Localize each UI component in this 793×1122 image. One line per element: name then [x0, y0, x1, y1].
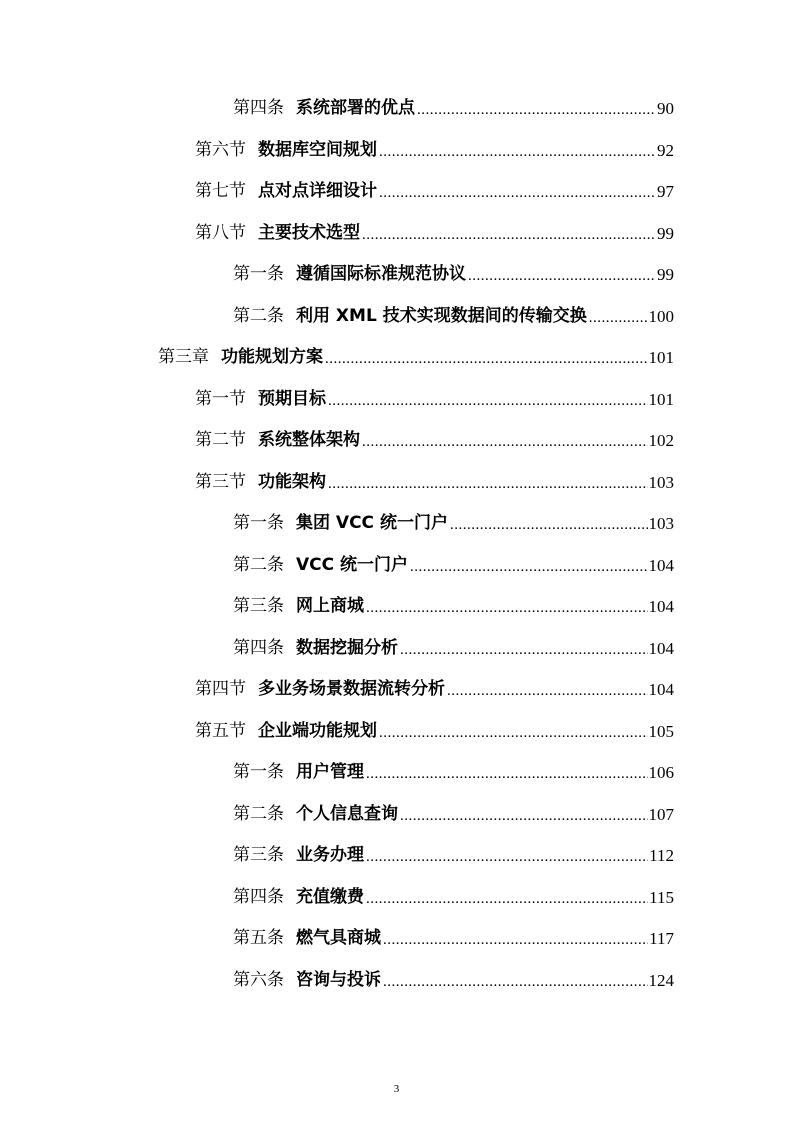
toc-entry[interactable]	[0, 794, 793, 836]
toc-entry-page: 103	[648, 514, 674, 533]
toc-entry[interactable]	[0, 877, 793, 919]
dot-leader	[366, 588, 648, 630]
toc-entry-prefix: 第三条	[233, 845, 284, 865]
dot-leader	[450, 505, 648, 547]
dot-leader	[379, 132, 656, 174]
toc-entry[interactable]	[0, 88, 793, 130]
toc-entry-page: 102	[648, 431, 674, 450]
toc-entry[interactable]	[0, 835, 793, 877]
toc-entry-prefix: 第二条	[233, 554, 284, 575]
dot-leader	[362, 422, 648, 464]
dot-leader	[366, 754, 648, 796]
table-of-contents	[0, 88, 793, 1001]
toc-entry-title: 集团 VCC 统一门户	[296, 513, 448, 533]
dot-leader	[366, 837, 648, 879]
toc-entry-title: 利用 XML 技术实现数据间的传输交换	[296, 305, 587, 326]
toc-entry[interactable]	[0, 628, 793, 670]
toc-entry-title: 充值缴费	[296, 886, 364, 907]
toc-entry-title: 点对点详细设计	[258, 181, 377, 201]
toc-entry[interactable]	[0, 213, 793, 255]
dot-leader	[589, 298, 648, 340]
toc-entry-prefix: 第七节	[195, 181, 246, 201]
toc-entry-page: 101	[648, 389, 674, 409]
toc-entry-prefix: 第四条	[233, 886, 284, 907]
toc-entry-page: 104	[648, 555, 674, 575]
toc-entry-title: 数据挖掘分析	[296, 637, 398, 658]
toc-entry-title: 主要技术选型	[258, 222, 360, 243]
toc-entry[interactable]	[0, 752, 793, 794]
toc-entry-prefix: 第四条	[233, 637, 284, 658]
dot-leader	[328, 464, 648, 506]
toc-entry-prefix: 第一条	[233, 264, 284, 284]
toc-entry[interactable]	[0, 960, 793, 1002]
toc-entry[interactable]	[0, 296, 793, 338]
dot-leader	[400, 630, 648, 672]
toc-entry-prefix: 第一条	[233, 762, 284, 782]
toc-entry-prefix: 第八节	[195, 222, 246, 243]
toc-entry-prefix: 第三章	[158, 347, 209, 367]
toc-entry-title: 网上商城	[296, 596, 364, 616]
toc-entry[interactable]	[0, 337, 793, 379]
page-number: 3	[393, 1083, 400, 1095]
toc-entry-page: 104	[648, 680, 674, 699]
toc-entry-title: 用户管理	[296, 762, 364, 782]
toc-entry-page: 105	[648, 721, 674, 741]
dot-leader	[417, 90, 656, 132]
dot-leader	[325, 339, 648, 381]
toc-entry[interactable]	[0, 379, 793, 421]
toc-entry-title: 数据库空间规划	[258, 139, 377, 160]
toc-entry-title: 遵循国际标准规范协议	[296, 264, 466, 284]
toc-entry-page: 106	[648, 763, 674, 782]
toc-entry[interactable]	[0, 171, 793, 213]
toc-entry-prefix: 第三条	[233, 596, 284, 616]
dot-leader	[383, 962, 648, 1004]
toc-entry-title: 企业端功能规划	[258, 720, 377, 741]
dot-leader	[468, 256, 656, 298]
toc-entry[interactable]	[0, 711, 793, 753]
dot-leader	[366, 879, 648, 921]
dot-leader	[328, 381, 648, 423]
toc-entry[interactable]	[0, 420, 793, 462]
toc-entry-title: 预期目标	[258, 388, 326, 409]
dot-leader	[362, 215, 656, 257]
toc-entry-title: 业务办理	[296, 845, 364, 865]
toc-entry-prefix: 第二节	[195, 430, 246, 450]
dot-leader	[383, 920, 648, 962]
toc-entry-page: 103	[648, 472, 674, 492]
toc-entry[interactable]	[0, 586, 793, 628]
dot-leader	[410, 547, 647, 589]
toc-entry[interactable]	[0, 130, 793, 172]
toc-entry-page: 100	[648, 306, 674, 326]
toc-entry-prefix: 第四条	[233, 98, 284, 118]
toc-entry-prefix: 第六条	[233, 969, 284, 990]
toc-entry-prefix: 第二条	[233, 803, 284, 824]
toc-entry-page: 104	[648, 597, 674, 616]
toc-entry-title: 系统部署的优点	[296, 98, 415, 118]
dot-leader	[379, 173, 656, 215]
toc-entry-page: 97	[657, 182, 674, 201]
toc-entry-title: 咨询与投诉	[296, 969, 381, 990]
toc-entry[interactable]	[0, 462, 793, 504]
toc-entry[interactable]	[0, 254, 793, 296]
toc-entry-prefix: 第二条	[233, 305, 284, 326]
toc-entry-title: 功能规划方案	[221, 347, 323, 367]
toc-entry[interactable]	[0, 503, 793, 545]
toc-entry-title: 功能架构	[258, 471, 326, 492]
toc-entry-prefix: 第三节	[195, 471, 246, 492]
toc-entry-title: 系统整体架构	[258, 430, 360, 450]
toc-entry-page: 92	[657, 140, 674, 160]
toc-entry-prefix: 第五条	[233, 928, 284, 948]
toc-entry-prefix: 第一条	[233, 513, 284, 533]
toc-entry-page: 117	[649, 929, 674, 948]
toc-entry-prefix: 第五节	[195, 720, 246, 741]
toc-entry-page: 112	[649, 846, 674, 865]
toc-entry-title: VCC 统一门户	[296, 554, 409, 575]
toc-entry-page: 115	[649, 887, 674, 907]
toc-entry-title: 燃气具商城	[296, 928, 381, 948]
toc-entry-prefix: 第一节	[195, 388, 246, 409]
toc-entry-page: 107	[648, 804, 674, 824]
toc-entry-page: 101	[648, 348, 674, 367]
toc-entry-title: 多业务场景数据流转分析	[258, 679, 445, 699]
toc-entry-page: 124	[648, 970, 674, 990]
toc-entry-page: 90	[657, 99, 674, 118]
toc-entry[interactable]	[0, 918, 793, 960]
toc-entry-prefix: 第四节	[195, 679, 246, 699]
toc-entry-title: 个人信息查询	[296, 803, 398, 824]
toc-entry[interactable]	[0, 545, 793, 587]
dot-leader	[379, 713, 648, 755]
toc-entry-page: 99	[657, 265, 674, 284]
dot-leader	[400, 796, 648, 838]
dot-leader	[447, 671, 648, 713]
toc-entry-page: 104	[648, 638, 674, 658]
toc-entry[interactable]	[0, 669, 793, 711]
toc-entry-page: 99	[657, 223, 674, 243]
toc-entry-prefix: 第六节	[195, 139, 246, 160]
